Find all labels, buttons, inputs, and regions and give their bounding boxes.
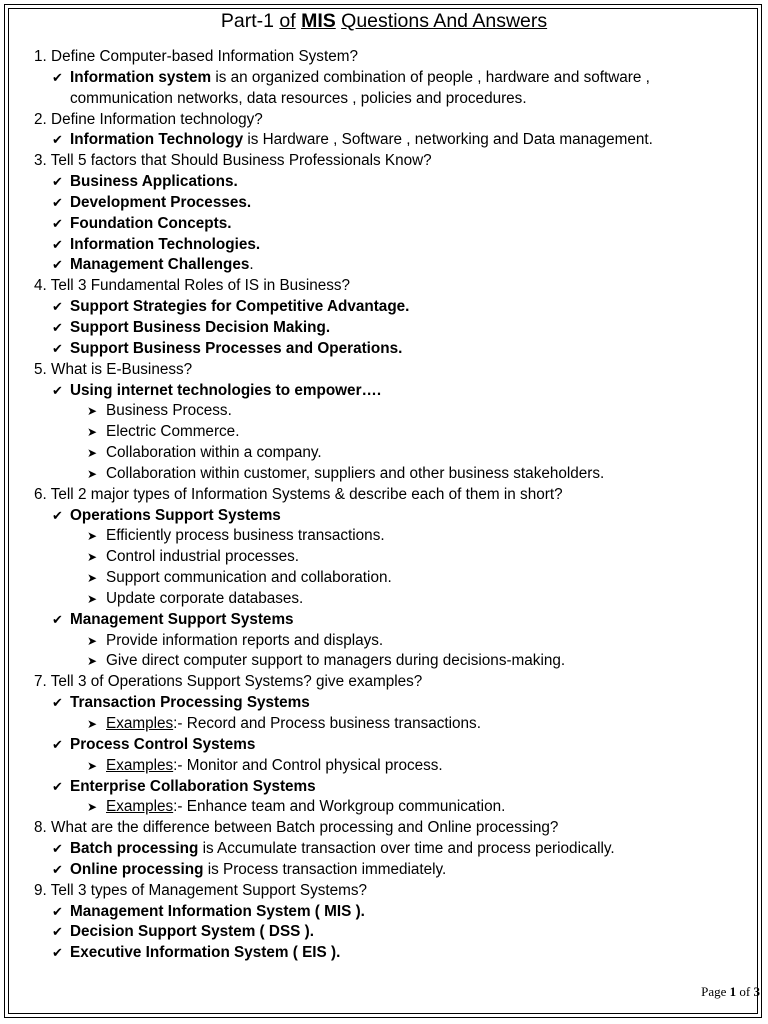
answer-item xyxy=(0,193,768,214)
answer-item xyxy=(0,318,768,339)
answer-item xyxy=(0,735,768,756)
question-number: 7. xyxy=(34,673,47,691)
answer-item xyxy=(0,235,768,256)
question-text: Tell 2 major types of Information Systems & describe each of them in short? xyxy=(50,485,563,503)
sub-item-text: Electric Commerce. xyxy=(106,423,240,441)
answer-item xyxy=(0,68,768,89)
question-text: Tell 3 types of Management Support Systems? xyxy=(50,881,368,899)
check-icon: ✔ xyxy=(52,299,63,315)
sub-item-text: Business Process. xyxy=(106,402,232,420)
example-text: :- Enhance team and Workgroup communication. xyxy=(173,798,506,816)
arrow-icon: ➤ xyxy=(87,717,98,731)
arrow-icon: ➤ xyxy=(87,800,98,815)
question-text: Define Information technology? xyxy=(51,110,263,128)
answer-text: is Accumulate transaction over time and process periodically. xyxy=(202,840,615,858)
answer-item xyxy=(0,943,768,964)
check-icon: ✔ xyxy=(52,507,63,523)
arrow-icon: ➤ xyxy=(87,571,98,586)
sub-item xyxy=(0,714,768,735)
check-icon: ✔ xyxy=(52,257,63,273)
check-icon: ✔ xyxy=(52,215,63,231)
examples-label: Examples xyxy=(106,756,174,774)
check-icon: ✔ xyxy=(52,861,63,877)
question-text: Tell 3 of Operations Support Systems? give examples? xyxy=(50,673,423,691)
sub-item xyxy=(0,422,768,443)
question-text: Tell 3 Fundamental Roles of IS in Business? xyxy=(50,277,351,295)
question-text: Define Computer-based Information System? xyxy=(51,48,358,65)
sub-item xyxy=(0,797,768,818)
sub-item xyxy=(0,651,768,672)
question-number: 2. xyxy=(34,110,47,128)
example-text: :- Record and Process business transactions. xyxy=(173,715,481,732)
check-icon: ✔ xyxy=(52,382,63,398)
question-3 xyxy=(0,151,768,172)
question-number: 8. xyxy=(34,819,47,837)
check-icon: ✔ xyxy=(52,841,63,857)
page-title xyxy=(0,9,768,33)
question-6 xyxy=(0,485,768,506)
answer-term: Process Control Systems xyxy=(70,735,256,753)
answer-item xyxy=(0,860,768,881)
question-text: What are the difference between Batch processing and Online processing? xyxy=(51,819,559,837)
question-1 xyxy=(0,47,768,68)
check-icon: ✔ xyxy=(52,340,63,356)
sub-item xyxy=(0,464,768,485)
sub-item-text: Give direct computer support to managers during decisions-making. xyxy=(106,652,566,670)
question-8 xyxy=(0,818,768,839)
question-number: 4. xyxy=(34,277,47,295)
sub-item xyxy=(0,756,768,777)
answer-item xyxy=(0,693,768,714)
answer-term: Executive Information System ( EIS ). xyxy=(70,944,341,962)
sub-item-text: Provide information reports and displays. xyxy=(106,631,384,649)
question-text: What is E-Business? xyxy=(51,360,193,378)
qa-list xyxy=(0,47,768,964)
check-icon: ✔ xyxy=(52,778,63,794)
question-number: 5. xyxy=(34,360,47,378)
question-text: Tell 5 factors that Should Business Professionals Know? xyxy=(50,152,432,170)
sub-item xyxy=(0,589,768,610)
answer-term: Information Technology xyxy=(70,131,244,149)
page-number xyxy=(701,984,760,1000)
arrow-icon: ➤ xyxy=(87,446,98,461)
check-icon: ✔ xyxy=(52,611,63,627)
sub-item-text: Control industrial processes. xyxy=(106,548,299,566)
sub-item-text: Efficiently process business transactions. xyxy=(106,527,385,545)
examples-label: Examples xyxy=(106,715,174,732)
answer-term: Enterprise Collaboration Systems xyxy=(70,777,316,795)
arrow-icon: ➤ xyxy=(87,633,98,648)
answer-text: is Process transaction immediately. xyxy=(207,860,447,878)
answer-term: Operations Support Systems xyxy=(70,506,281,524)
sub-item xyxy=(0,547,768,568)
title-of: of xyxy=(279,10,296,32)
answer-term: Foundation Concepts. xyxy=(70,214,232,232)
answer-item xyxy=(0,297,768,318)
answer-term: Decision Support System ( DSS ). xyxy=(70,923,314,941)
sub-item-text: Support communication and collaboration. xyxy=(106,569,392,587)
sub-item xyxy=(0,401,768,422)
arrow-icon: ➤ xyxy=(87,466,98,481)
check-icon: ✔ xyxy=(52,736,63,752)
question-number: 9. xyxy=(34,881,47,899)
arrow-icon: ➤ xyxy=(87,654,98,669)
arrow-icon: ➤ xyxy=(87,529,98,544)
answer-term: Development Processes. xyxy=(70,193,252,211)
check-icon: ✔ xyxy=(52,903,63,919)
arrow-icon: ➤ xyxy=(87,550,98,565)
answer-item xyxy=(0,902,768,923)
sub-item xyxy=(0,443,768,464)
answer-item xyxy=(0,172,768,193)
answer-item xyxy=(0,214,768,235)
question-number: 6. xyxy=(34,485,47,503)
check-icon: ✔ xyxy=(52,236,63,252)
check-icon: ✔ xyxy=(52,924,63,940)
check-icon: ✔ xyxy=(52,174,63,190)
sub-item xyxy=(0,631,768,652)
answer-term: Information system xyxy=(70,68,212,86)
answer-term: Online processing xyxy=(70,860,204,878)
answer-item xyxy=(0,381,768,402)
title-rest: Questions And Answers xyxy=(341,10,548,32)
question-4 xyxy=(0,276,768,297)
answer-term: Management Information System ( MIS ). xyxy=(70,902,365,920)
question-7 xyxy=(0,672,768,693)
answer-item xyxy=(0,339,768,360)
sub-item-text: Collaboration within a company. xyxy=(106,444,322,462)
examples-label: Examples xyxy=(106,798,174,816)
question-number: 1. xyxy=(34,48,47,65)
sub-item-text: Collaboration within customer, suppliers and other business stakeholders. xyxy=(106,464,605,482)
answer-term: Support Business Decision Making. xyxy=(70,318,331,336)
answer-item xyxy=(0,839,768,860)
arrow-icon: ➤ xyxy=(87,404,98,419)
page-label: Page xyxy=(701,984,727,999)
check-icon: ✔ xyxy=(52,945,63,961)
answer-term: Management Support Systems xyxy=(70,610,294,628)
check-icon: ✔ xyxy=(52,132,63,148)
answer-item xyxy=(0,255,768,276)
question-5 xyxy=(0,360,768,381)
answer-item xyxy=(0,777,768,798)
answer-term: Support Strategies for Competitive Advantage. xyxy=(70,298,410,316)
page-of: of xyxy=(739,984,751,999)
answer-item xyxy=(0,130,768,151)
arrow-icon: ➤ xyxy=(87,425,98,440)
answer-term: Using internet technologies to empower…. xyxy=(70,381,382,399)
answer-continuation xyxy=(0,89,768,110)
arrow-icon: ➤ xyxy=(87,591,98,606)
check-icon: ✔ xyxy=(52,69,63,85)
sub-item xyxy=(0,526,768,547)
answer-term: Information Technologies. xyxy=(70,235,261,253)
answer-text: communication networks, data resources , policies and procedures. xyxy=(70,89,527,107)
arrow-icon: ➤ xyxy=(87,758,98,773)
answer-item xyxy=(0,506,768,527)
question-9 xyxy=(0,881,768,902)
check-icon: ✔ xyxy=(52,695,63,711)
page-current: 1 xyxy=(729,984,737,999)
answer-term: Management Challenges xyxy=(70,256,250,274)
sub-item-text: Update corporate databases. xyxy=(106,589,304,607)
answer-term: Support Business Processes and Operations. xyxy=(70,339,403,357)
question-number: 3. xyxy=(34,152,47,170)
answer-text: is Hardware , Software , networking and Data management. xyxy=(247,131,653,149)
page-total: 3 xyxy=(753,984,760,999)
sub-item xyxy=(0,568,768,589)
answer-term: Batch processing xyxy=(70,840,199,858)
question-2 xyxy=(0,110,768,131)
answer-text: is an organized combination of people , hardware and software , xyxy=(215,68,650,86)
answer-suffix: . xyxy=(249,256,254,274)
answer-term: Business Applications. xyxy=(70,173,238,191)
title-mis: MIS xyxy=(301,10,336,32)
answer-item xyxy=(0,922,768,943)
example-text: :- Monitor and Control physical process. xyxy=(173,756,443,774)
answer-item xyxy=(0,610,768,631)
check-icon: ✔ xyxy=(52,319,63,335)
check-icon: ✔ xyxy=(52,194,63,210)
answer-term: Transaction Processing Systems xyxy=(70,694,310,712)
title-part: Part-1 xyxy=(220,10,274,32)
